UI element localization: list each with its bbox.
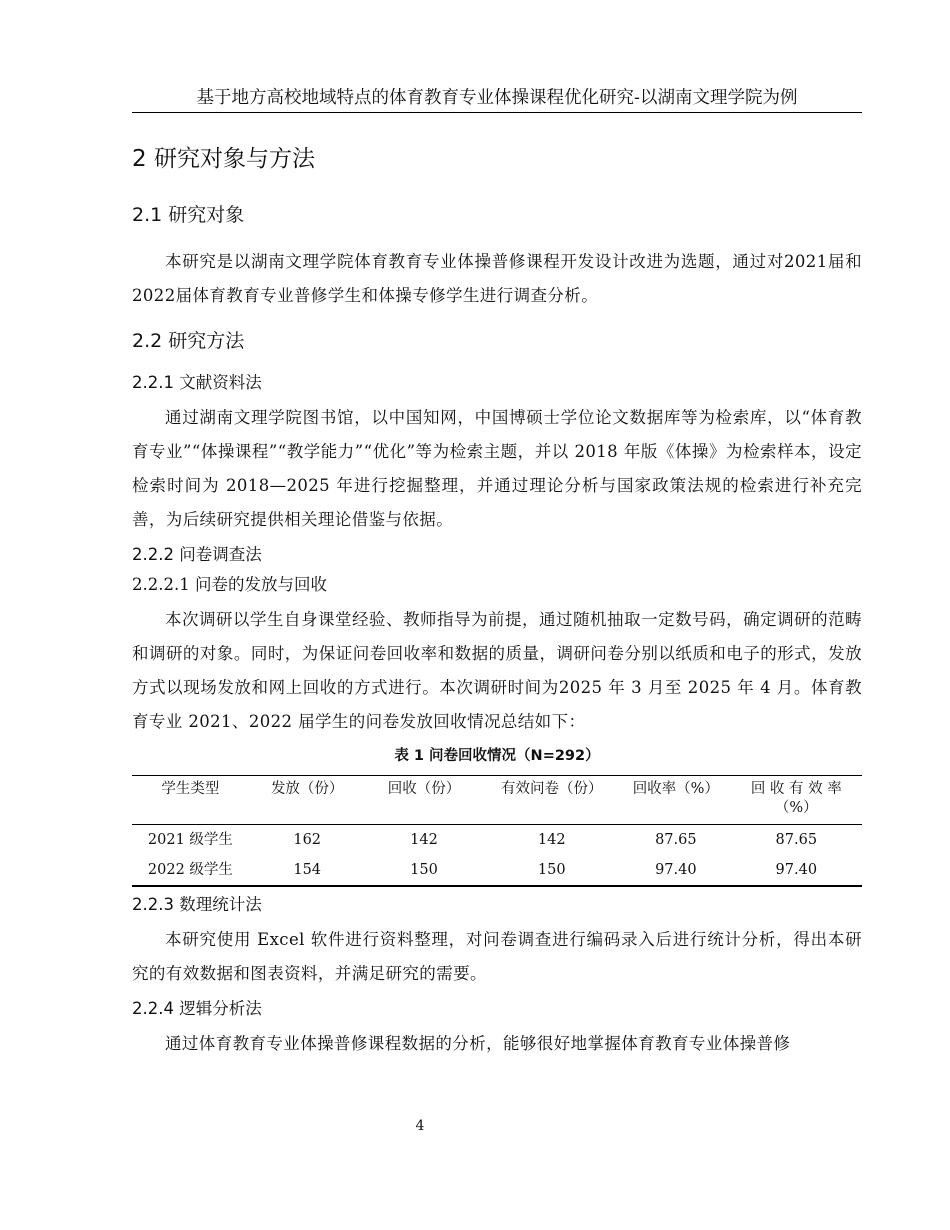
section-2-heading: 2 研究对象与方法 bbox=[132, 146, 315, 172]
column-header: 回收率（%） bbox=[621, 776, 731, 825]
table-1 bbox=[132, 775, 862, 887]
table-cell: 142 bbox=[537, 832, 566, 848]
section-2-1-paragraph: 本研究是以湖南文理学院体育教育专业体操普修课程开发设计改进为选题，通过对2021届和2022届体育教育专业普修学生和体操专修学生进行调查分析。 bbox=[132, 252, 862, 305]
running-header: 基于地方高校地域特点的体育教育专业体操课程优化研究-以湖南文理学院为例 bbox=[132, 86, 862, 113]
table-row bbox=[132, 855, 862, 886]
table-cell: 142 bbox=[410, 832, 438, 848]
table-row bbox=[132, 825, 862, 856]
table-cell: 97.40 bbox=[775, 862, 818, 878]
page-content bbox=[132, 143, 862, 1067]
column-header: 回收（份） bbox=[366, 776, 483, 825]
section-2-2-3-heading: 2.2.3 数理统计法 bbox=[132, 895, 262, 914]
column-header: 有效问卷（份） bbox=[482, 776, 621, 825]
table-cell: 150 bbox=[537, 862, 566, 878]
section-2-2-2-1-heading: 2.2.2.1 问卷的发放与回收 bbox=[132, 575, 327, 594]
table-1-caption: 表 1 问卷回收情况（N=292） bbox=[394, 748, 600, 764]
table-cell: 154 bbox=[293, 862, 322, 878]
table-cell: 162 bbox=[293, 832, 322, 848]
table-cell: 2022 级学生 bbox=[147, 862, 233, 878]
table-header-row bbox=[132, 776, 862, 825]
table-cell: 150 bbox=[410, 862, 438, 878]
table-cell: 2021 级学生 bbox=[147, 832, 233, 848]
section-2-2-4-heading: 2.2.4 逻辑分析法 bbox=[132, 999, 262, 1018]
page-number: 4 bbox=[415, 1118, 425, 1134]
section-2-2-4-paragraph: 通过体育教育专业体操普修课程数据的分析，能够很好地掌握体育教育专业体操普修 bbox=[165, 1034, 791, 1053]
section-2-2-1-paragraph: 通过湖南文理学院图书馆，以中国知网，中国博硕士学位论文数据库等为检索库，以“体育教育专业”“体操课程”“教学能力”“优化”等为检索主题，并以 2018 年版《体操》为检索样本，设定检索时间为 2018—2025 年进行挖掘整理，并通过理论分析与国家政策法规的检索进行补充完善，为后续研究提供相关理论借鉴与依据。 bbox=[132, 408, 862, 529]
table-cell: 87.65 bbox=[655, 832, 697, 848]
section-2-1-heading: 2.1 研究对象 bbox=[132, 204, 245, 226]
table-cell: 97.40 bbox=[655, 862, 697, 878]
column-header: 发放（份） bbox=[249, 776, 366, 825]
section-2-2-1-heading: 2.2.1 文献资料法 bbox=[132, 373, 262, 392]
section-2-2-3-paragraph: 本研究使用 Excel 软件进行资料整理，对问卷调查进行编码录入后进行统计分析，得出本研究的有效数据和图表资料，并满足研究的需要。 bbox=[132, 930, 862, 983]
column-header: 学生类型 bbox=[132, 776, 249, 825]
section-2-2-2-1-paragraph: 本次调研以学生自身课堂经验、教师指导为前提，通过随机抽取一定数号码，确定调研的范畴和调研的对象。同时，为保证问卷回收率和数据的质量，调研问卷分别以纸质和电子的形式，发放方式以现场发放和网上回收的方式进行。本次调研时间为2025 年 3 月至 2025 年 4 月。体育教育专业 2021、2022 届学生的问卷发放回收情况总结如下： bbox=[132, 610, 862, 731]
table-cell: 87.65 bbox=[775, 832, 818, 848]
section-2-2-2-heading: 2.2.2 问卷调查法 bbox=[132, 545, 262, 564]
section-2-2-heading: 2.2 研究方法 bbox=[132, 330, 245, 352]
column-header: 回 收 有 效 率（%） bbox=[731, 776, 862, 825]
